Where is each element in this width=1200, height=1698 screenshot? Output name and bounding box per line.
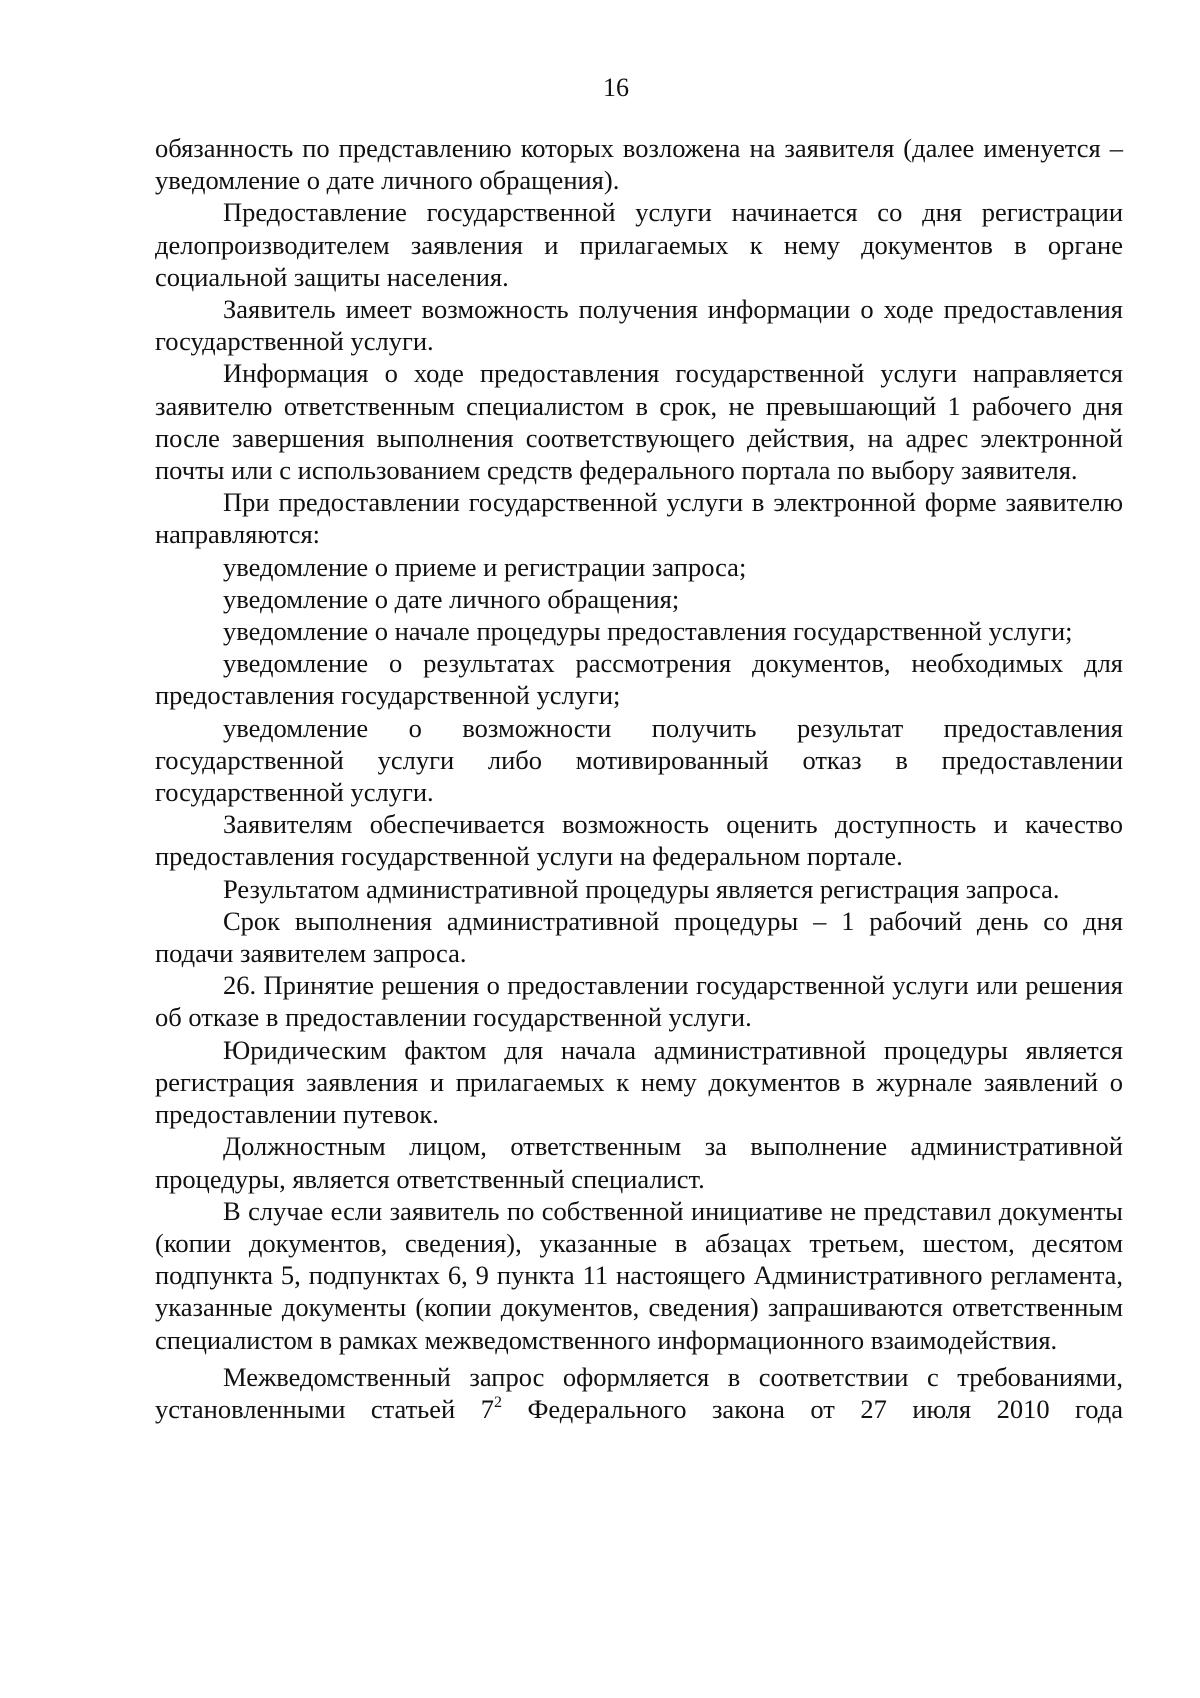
paragraph: обязанность по представлению которых возложена на заявителя (далее именуется – уведомление о дате личного обращения). (155, 133, 1123, 196)
list-item: уведомление о начале процедуры предоставления государственной услуги; (223, 616, 1073, 647)
list-item: уведомление о дате личного обращения; (223, 583, 680, 614)
paragraph: Должностным лицом, ответственным за выполнение административной процедуры, является ответственный специалист. (155, 1131, 1123, 1194)
section-heading: 26. Принятие решения о предоставлении государственной услуги или решения об отказе в предоставлении государственной услуги. (155, 970, 1123, 1033)
paragraph: Заявитель имеет возможность получения информации о ходе предоставления государственной услуги. (155, 294, 1123, 357)
paragraph-last (155, 1361, 1123, 1425)
paragraph: Информация о ходе предоставления государственной услуги направляется заявителю ответственным специалистом в срок, не превышающий 1 рабочего дня после завершения выполнения соответствующего действия, на адрес электронной почты или с использованием средств федерального портала по выбору заявителя. (155, 358, 1123, 486)
list-item: уведомление о результатах рассмотрения документов, необходимых для предоставления государственной услуги; (155, 648, 1123, 711)
last-paragraph-text: Межведомственный запрос оформляется в соответствии с требованиями, установленными статьей 7 (155, 1361, 1123, 1424)
paragraph: При предоставлении государственной услуги в электронной форме заявителю направляются: (155, 487, 1123, 550)
list-item: уведомление о приеме и регистрации запроса; (223, 551, 747, 582)
list-item: уведомление о возможности получить результат предоставления государственной услуги либо мотивированный отказ в предоставлении государственной услуги. (155, 712, 1123, 808)
superscript: 2 (493, 1393, 502, 1411)
paragraph: Результатом административной процедуры является регистрация запроса. (223, 873, 1060, 904)
paragraph: Заявителям обеспечивается возможность оценить доступность и качество предоставления государственной услуги на федеральном портале. (155, 809, 1123, 872)
paragraph: Срок выполнения административной процедуры – 1 рабочий день со дня подачи заявителем запроса. (155, 905, 1123, 969)
paragraph: Юридическим фактом для начала административной процедуры является регистрация заявления и прилагаемых к нему документов в журнале заявлений о предоставлении путевок. (155, 1034, 1123, 1130)
document-body (155, 132, 1123, 1425)
last-paragraph-continuation: Федерального закона от 27 июля 2010 года (501, 1393, 1123, 1424)
paragraph: Предоставление государственной услуги начинается со дня регистрации делопроизводителем заявления и прилагаемых к нему документов в органе социальной защиты населения. (155, 197, 1123, 292)
paragraph: В случае если заявитель по собственной инициативе не представил документы (копии документов, сведения), указанные в абзацах третьем, шестом, десятом подпункта 5, подпунктах 6, 9 пункта 11 настоящего Административного регламента, указанные документы (копии документов, сведения) запрашиваются ответственным специалистом в рамках межведомственного информационного взаимодействия. (155, 1195, 1123, 1355)
page-number: 16 (603, 73, 629, 102)
